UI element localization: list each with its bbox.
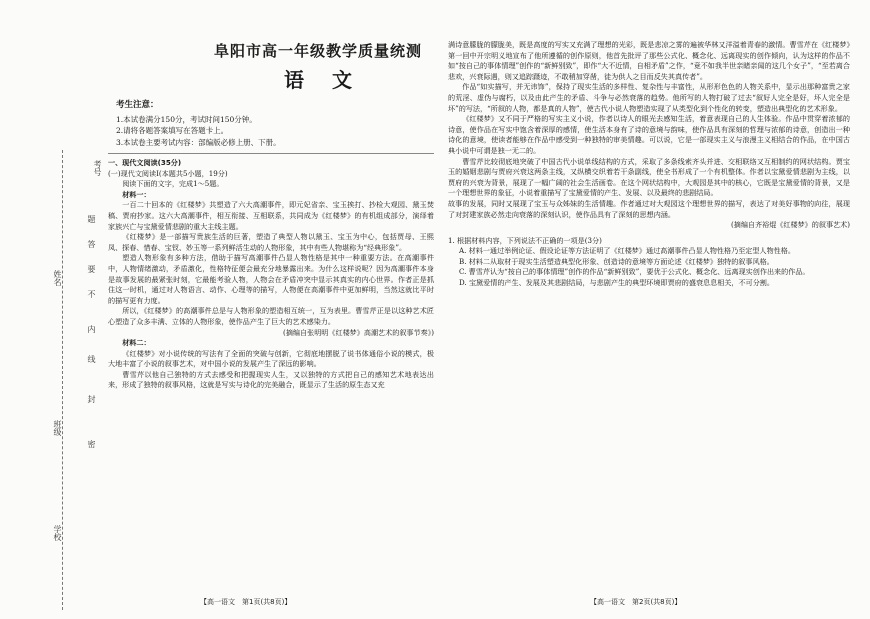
option-d: D. 宝黛爱情的产生、发展及其悲剧结局，与悲剧产生的典型环境即贾府的盛衰息息相关，不可分割。	[459, 278, 774, 288]
source-citation: (摘编自张明明《红楼梦》高潮艺术的叙事节奏》)	[283, 327, 434, 337]
paragraph: 《红楼梦》又不同于严格的写实主义小说，作者以诗人的眼光去感知生活，着意表现自己的人生体验。作品中贯穿着浓郁的诗意，使作品在写实中饱含着深厚的感情，使生活本身有了诗的意境与韵味，使作品具有深刻的哲理与浓郁的诗意，创造出一种诗化的意境，使读者能够在作品中感受到一种独特的审美情趣。可以说，它是一部现实主义与浪漫主义相结合的作品，在中国古典小说中可谓是独一无二的。	[448, 114, 850, 155]
warning-char: 线	[87, 355, 96, 363]
paragraph: 《红楼梦》是一部描写贵族生活的巨著，塑造了典型人物以黛玉、宝玉为中心，包括贾母、王熙凤、探春、惜春、宝钗、妙玉等一系列鲜活生动的人物形象，其中有些人物堪称为“经典形象”。	[108, 232, 434, 252]
page-footer: 【高一语文 第2页(共8页)】	[590, 598, 682, 606]
paragraph: 《红楼梦》对小说传统的写法有了全面的突破与创新，它彻底地摆脱了说书体通俗小说的模式，极大地丰富了小说的叙事艺术，对中国小说的发展产生了深远的影响。	[108, 348, 434, 369]
option-c: C. 曹雪芹认为“按自己的事体情理”创作的作品“新鲜别致”，要优于公式化、概念化、远离现实创作出来的作品。	[459, 267, 810, 277]
paragraph: 曹雪芹以他自己独特的方式去感受和把握现实人生，又以独特的方式把自己的感知艺术地表达出来，形成了独特的叙事风格，这就是写实与诗化的完美融合，既显示了生活的原生态又充	[108, 369, 434, 390]
exam-no-label: 考号	[93, 160, 102, 176]
page-two	[440, 0, 870, 619]
candidate-notice	[116, 100, 436, 148]
class-label: 班级	[53, 420, 62, 436]
warning-char: 内	[87, 325, 96, 333]
notice-item: 1.本试卷满分150分，考试时间150分钟。	[116, 114, 257, 124]
warning-char: 封	[87, 395, 96, 403]
material-one-heading: 材料一：	[122, 189, 151, 199]
school-label: 学校	[53, 525, 62, 541]
paragraph: 满诗意朦胧的朦胧美，既是高度的写实又充满了理想的光彩，既是悲凉之雾的遍被华林又洋溢着青春的激情。曹雪芹在《红楼梦》第一回中开宗明义地宣布了他所遵循的创作原则，他首先批评了那些公式化、概念化、远离现实的创作倾向，认为这样的作品不如“按自己的事体情理”创作的“新鲜别致”，即作“大不近情，自相矛盾”之作，“竟不如我半世亲睹亲闻的这几个女子”，“至若离合悲欢，兴衰际遇，则又追踪蹑迹，不敢稍加穿凿，徒为供人之目而反失其真传者”。	[448, 40, 850, 81]
warning-char: 不	[87, 290, 96, 298]
option-a: A. 材料一通过举例论证、假设论证等方法证明了《红楼梦》通过高潮事件凸显人物性格乃至定型人物性格。	[459, 246, 795, 256]
name-label: 姓名	[53, 270, 62, 286]
paragraph: 所以，《红楼梦》的高潮事件总是与人物形象的塑造相互统一，互为表里。曹雪芹正是以这种艺术匠心塑造了众多丰满、立体的人物形象，使作品产生了巨大的艺术感染力。	[108, 306, 434, 326]
seal-line	[62, 150, 63, 610]
subsection-heading: (一)现代文阅读Ⅰ(本题共5小题，19分)	[108, 168, 228, 178]
question-stem: 1. 根据材料内容，下列说法不正确的一项是(3分)	[448, 235, 602, 245]
instruction: 阅读下面的文字，完成1～5题。	[122, 179, 224, 189]
subject-title: 语文	[284, 68, 380, 92]
paragraph: 塑造人物形象有多种方法，借助于描写高潮事件凸显人物性格是其中一种重要方法。在高潮事件中，人物情绪激动，矛盾激化，性格特征便会最充分地暴露出来。为什么这样说呢？因为高潮事件本身是故事发展的最紧张时刻，它最能考验人物，人物会在矛盾冲突中显示其真实的内心世界。作者正是抓住这一时机，通过对人物语言、动作、心理等的描写，人物便在高潮事件中更加鲜明，当然这就比平时的描写更有力度。	[108, 253, 434, 305]
warning-char: 密	[87, 440, 96, 448]
material-two-heading: 材料二：	[122, 338, 151, 348]
source-citation: (摘编自齐裕焜《红楼梦》的叙事艺术)	[730, 220, 850, 230]
warning-char: 题	[87, 215, 96, 223]
warning-char: 答	[87, 240, 96, 248]
notice-item: 3.本试卷主要考试内容：部编版必修上册、下册。	[116, 137, 281, 147]
binding-margin	[6, 0, 101, 619]
paragraph: 一百二十回本的《红楼梦》共塑造了六大高潮事件，即元妃省亲、宝玉挨打、抄检大观园、黛玉焚稿、贾府抄家。这六大高潮事件，相互衔接、互相联系，共同成为《红楼梦》的有机组成部分，演绎着家族兴亡与宝黛爱情悲剧的重大主线主题。	[108, 200, 434, 231]
left-body	[108, 158, 434, 391]
exam-title: 阜阳市高一年级教学质量统测	[213, 42, 422, 60]
section-heading: 一、现代文阅读(35分)	[108, 158, 182, 167]
notice-item: 2.请将各题答案填写在答题卡上。	[116, 126, 229, 135]
option-b: B. 材料二从取材于现实生活塑造典型化形象、创造诗的意境等方面论述《红楼梦》独特的叙事风格。	[459, 256, 774, 266]
paragraph: 作品“如实描写，并无讳饰”，保持了现实生活的多样性、复杂性与丰富性，从形形色色的人物关系中，显示出那种富贵之家的荒淫、虚伪与腐朽，以及由此产生的矛盾、斗争与必然衰落的趋势。他所写的人物打破了过去“叙好人完全是好，坏人完全是坏”的写法，“所叙的人物，都是真的人物”，使古代小说人物塑造实现了从类型化到个性化的转变，塑造出典型化的艺术形象。	[448, 82, 850, 113]
paragraph: 故事的发展，同时又展现了宝玉与众姊妹的生活情趣。作者通过对大观园这个理想世界的描写，表达了对美好事物的向往，展现了对封建家族必然走向衰落的深刻认识，使作品具有了深刻的思想内涵。	[448, 198, 850, 219]
divider	[108, 153, 434, 154]
right-body	[448, 40, 850, 289]
warning-char: 要	[87, 265, 96, 273]
page-footer: 【高一语文 第1页(共8页)】	[200, 598, 292, 606]
notice-heading: 考生注意：	[116, 100, 159, 110]
paragraph: 曹雪芹比较彻底地突破了中国古代小说单线结构的方式，采取了多条线索齐头并进、交相联络又互相制约的网状结构。贾宝玉的婚姻悲剧与贾府兴衰这两条主线，又纵横交织着若干条副线，使全书形成了一个有机整体。作者以宝黛爱情悲剧为主线，以贾府的兴衰为背景，展现了一幅广阔的社会生活画卷。在这个网状结构中，大观园是其中的核心，它既是宝黛爱情的背景，又是一个理想世界的象征，小说着重描写了宝黛爱情的产生、发展、以及最终的悲剧结局。	[448, 156, 850, 198]
